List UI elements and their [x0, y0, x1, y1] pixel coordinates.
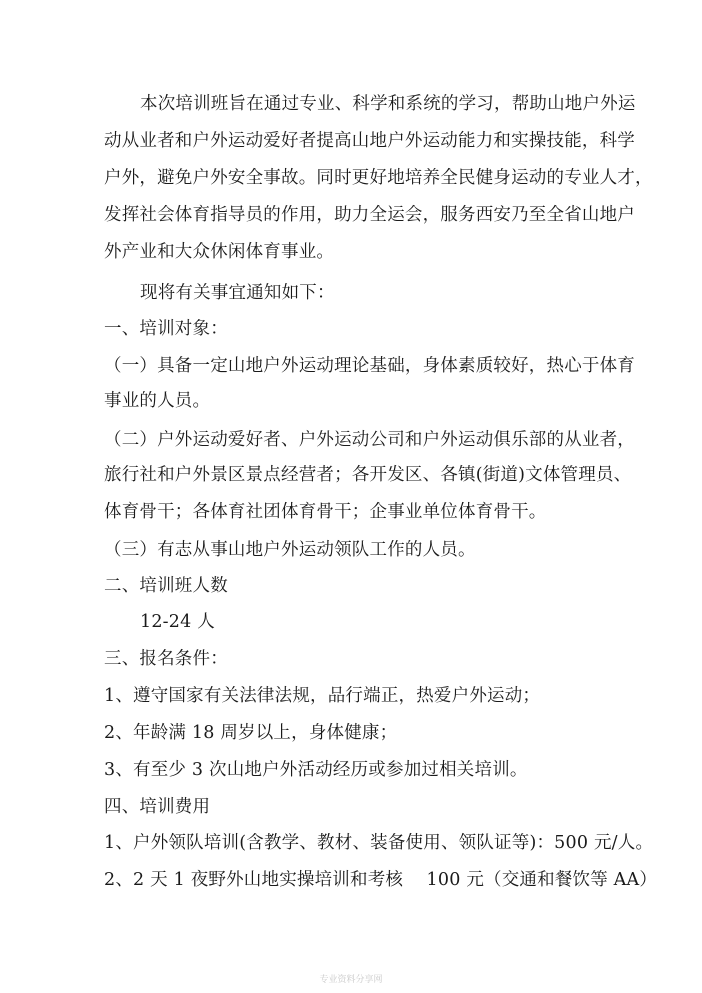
section1-item-line-2: 事业的人员。 — [104, 391, 211, 411]
notice-line: 现将有关事宜通知如下： — [140, 283, 335, 303]
section3-item-1: 1、遵守国家有关法律法规，品行端正，热爱户外运动； — [104, 686, 541, 706]
section3-item-3: 3、有至少 3 次山地户外活动经历或参加过相关培训。 — [104, 760, 528, 780]
section4-item-1: 1、户外领队培训(含教学、教材、装备使用、领队证等)：500 元/人。 — [104, 833, 654, 853]
section1-heading: 一、培训对象： — [104, 319, 228, 339]
section3-item-2: 2、年龄满 18 周岁以上，身体健康； — [104, 723, 398, 743]
section3-heading: 三、报名条件： — [104, 649, 228, 669]
section2-value: 12-24 人 — [140, 612, 215, 632]
section1-item-line-5: 体育骨干；各体育社团体育骨干；企事业单位体育骨干。 — [104, 502, 547, 522]
section1-item-line-3: （二）户外运动爱好者、户外运动公司和户外运动俱乐部的从业者， — [104, 430, 635, 450]
section1-item-line-1: （一）具备一定山地户外运动理论基础，身体素质较好，热心于体育 — [104, 356, 635, 376]
footer-watermark: 专业资料分享网 — [319, 975, 383, 985]
intro-line-5: 外产业和大众休闲体育事业。 — [104, 242, 335, 262]
intro-line-4: 发挥社会体育指导员的作用，助力全运会，服务西安乃至全省山地户 — [104, 205, 635, 225]
section4-heading: 四、培训费用 — [104, 797, 211, 817]
intro-line-3: 户外，避免户外安全事故。同时更好地培养全民健身运动的专业人才， — [104, 168, 653, 188]
intro-line-1: 本次培训班旨在通过专业、科学和系统的学习，帮助山地户外运 — [140, 94, 636, 114]
section2-heading: 二、培训班人数 — [104, 576, 228, 596]
intro-line-2: 动从业者和户外运动爱好者提高山地户外运动能力和实操技能，科学 — [104, 131, 635, 151]
section4-item-2: 2、2 天 1 夜野外山地实操培训和考核 100 元（交通和餐饮等 AA） — [104, 870, 658, 890]
section1-item-line-6: （三）有志从事山地户外运动领队工作的人员。 — [104, 540, 476, 560]
section1-item-line-4: 旅行社和户外景区景点经营者；各开发区、各镇(街道)文体管理员、 — [104, 465, 632, 485]
